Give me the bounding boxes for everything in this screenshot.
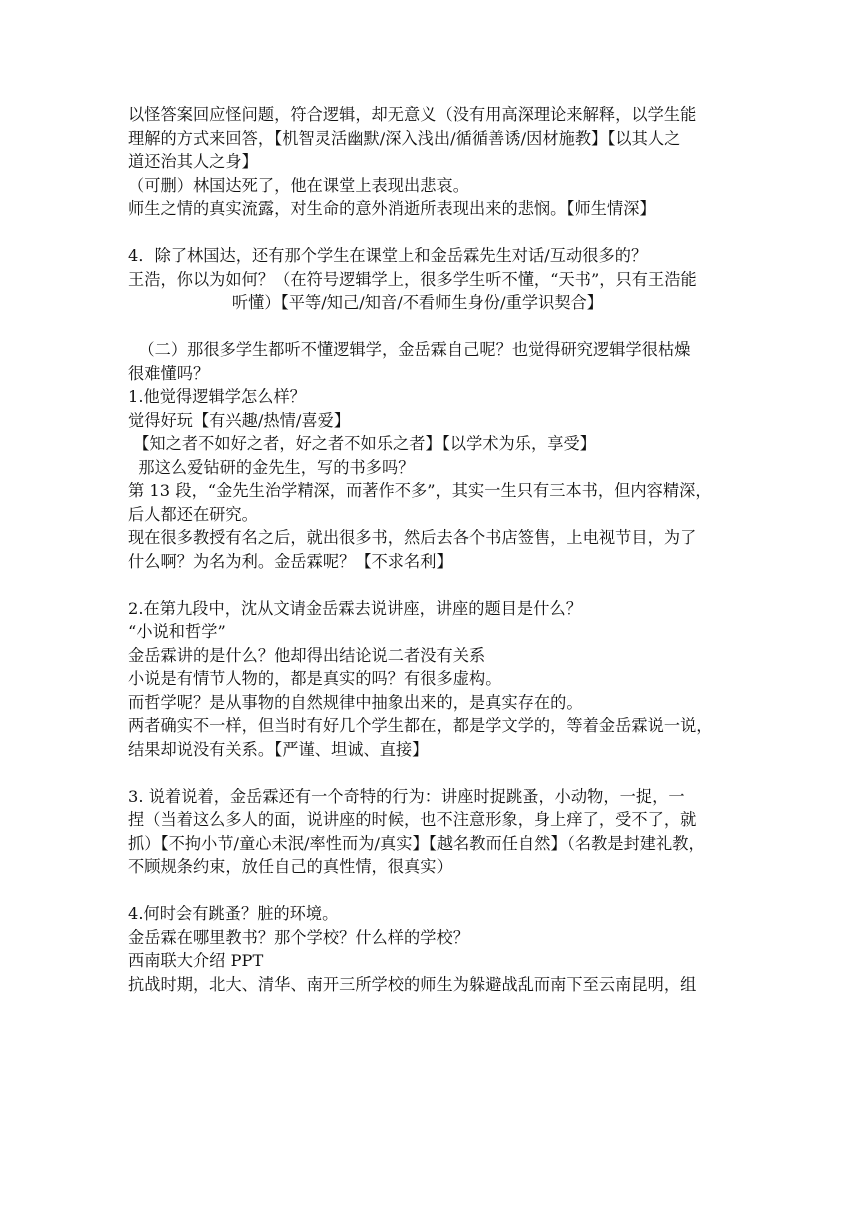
text-line: 抓）【不拘小节/童心未泯/率性而为/真实】【越名教而任自然】（名教是封建礼教， (128, 833, 705, 853)
text-line: 捏（当着这么多人的面，说讲座的时候，也不注意形象，身上痒了，受不了，就 (128, 810, 697, 829)
text-line: 结果却说没有关系。【严谨、坦诚、直接】 (128, 739, 429, 759)
text-line: 道还治其人之身】 (128, 152, 258, 171)
text-line: 而哲学呢？是从事物的自然规律中抽象出来的，是真实存在的。 (128, 692, 583, 712)
blank-line (128, 573, 748, 597)
text-line: 师生之情的真实流露，对生命的意外消逝所表现出来的悲悯。【师生情深】 (128, 199, 656, 218)
blank-line (128, 761, 748, 785)
text-line: 那这么爱钻研的金先生，写的书多吗？ (128, 457, 415, 477)
text-line: 以怪答案回应怪问题，符合逻辑，却无意义（没有用高深理论来解释，以学生能 (128, 105, 697, 124)
text-line: 后人都还在研究。 (128, 504, 258, 524)
text-line: 听懂）【平等/知己/知音/不看师生身份/重学识契合】 (128, 293, 604, 312)
question-2-line: 2.在第九段中，沈从文请金岳霖去说讲座，讲座的题目是什么？ (128, 598, 582, 618)
text-line: 不顾规条约束，放任自己的真性情，很真实） (128, 857, 453, 876)
text-line: 很难懂吗？ (128, 363, 210, 383)
question-4b-line: 4.何时会有跳蚤？脏的环境。 (128, 904, 339, 923)
text-line: 两者确实不一样，但当时有好几个学生都在，都是学文学的，等着金岳霖说一说， (128, 716, 713, 735)
text-line: “小说和哲学” (128, 622, 226, 641)
text-line: 现在很多教授有名之后，就出很多书，然后去各个书店签售，上电视节目，为了 (128, 528, 697, 547)
question-1-line: 1.他觉得逻辑学怎么样？ (128, 387, 306, 406)
blank-line (128, 221, 748, 245)
text-line: 金岳霖讲的是什么？他却得出结论说二者没有关系 (128, 645, 486, 665)
text-line: 理解的方式来回答，【机智灵活幽默/深入浅出/循循善诱/因材施教】【以其人之 (128, 128, 681, 148)
document-body (128, 103, 748, 996)
question-4-line: 4．除了林国达，还有那个学生在课堂上和金岳霖先生对话/互动很多的？ (128, 246, 648, 265)
text-line: 【知之者不如好之者，好之者不如乐之者】【以学术为乐，享受】 (128, 434, 596, 453)
section-heading-two: （二）那很多学生都听不懂逻辑学，金岳霖自己呢？也觉得研究逻辑学很枯燥 (128, 340, 691, 359)
blank-line (128, 879, 748, 903)
text-line: 金岳霖在哪里教书？那个学校？什么样的学校？ (128, 927, 469, 947)
text-line: （可删）林国达死了，他在课堂上表现出悲哀。 (128, 175, 469, 195)
text-line: 西南联大介绍 PPT (128, 951, 264, 970)
text-line: 觉得好玩【有兴趣/热情/喜爱】 (128, 410, 351, 430)
blank-line (128, 315, 748, 339)
question-3-line: 3. 说着说着，金岳霖还有一个奇特的行为：讲座时捉跳蚤，小动物，一捉，一 (128, 786, 685, 806)
text-line: 抗战时期，北大、清华、南开三所学校的师生为躲避战乱而南下至云南昆明，组 (128, 974, 697, 994)
text-line: 第 13 段，“金先生治学精深，而著作不多”，其实一生只有三本书，但内容精深， (128, 481, 712, 500)
text-line: 王浩，你以为如何？（在符号逻辑学上，很多学生听不懂，“天书”，只有王浩能 (128, 269, 697, 289)
text-line: 小说是有情节人物的，都是真实的吗？有很多虚构。 (128, 669, 502, 688)
text-line: 什么啊？为名为利。金岳霖呢？【不求名利】 (128, 551, 453, 571)
